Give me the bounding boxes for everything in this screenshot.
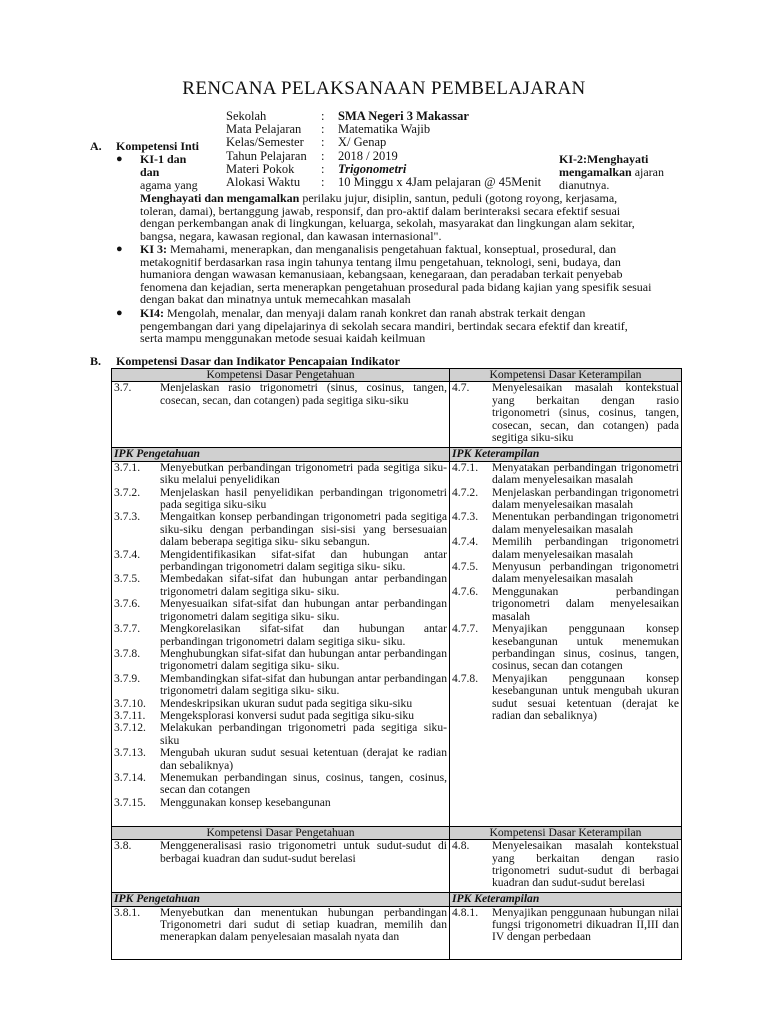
- kd-3-7-cell: 3.7. Menjelaskan rasio trigonometri (sinus, cosinus, tangen, cosecan, secan, dan cotangen) pada segitiga siku-siku: [112, 382, 450, 448]
- list-item: 3.7.14. Menemukan perbandingan sinus, cosinus, tangen, cosinus, secan dan cotangen: [114, 770, 447, 797]
- kd-3-8-cell: 3.8. Menggeneralisasi rasio trigonometri untuk sudut-sudut di berbagai kuadran dan sudut-sudut berelasi: [112, 840, 450, 893]
- list-item: 4.7.7. Menyajikan penggunaan konsep kesebangunan untuk menemukan perbandingan sinus, cosinus, tangen, cosinus, secan dan cotangen: [452, 622, 679, 673]
- info-label: Alokasi Waktu: [226, 175, 301, 189]
- ipk-4-7-cell: [450, 461, 682, 826]
- list-item: 4.7.2. Menjelaskan perbandingan trigonometri dalam menyelesaikan masalah: [452, 485, 679, 512]
- paragraph-line: pengembangan dari yang dipelajarinya di sekolah secara mandiri, bertindak secara efektif dan kreatif,: [140, 318, 628, 333]
- info-separator: :: [321, 122, 325, 137]
- ipk-keterampilan-header: IPK Keterampilan: [450, 893, 682, 906]
- paragraph-line: KI 3: Memahami, menerapkan, dan menganalisis pengetahuan faktual, konseptual, prosedural, dan: [140, 242, 617, 256]
- ki2-body: [140, 192, 681, 242]
- list-item: 3.7.9. Membandingkan sifat-sifat dan hubungan antar perbandingan trigonometri dalam segitiga siku- siku.: [114, 671, 447, 698]
- list-item: 4.7.6. Menggunakan perbandingan trigonometri dalam menyelesaikan masalah: [452, 584, 679, 623]
- paragraph-line: bangsa, negara, kawasan regional, dan kawasan internasional".: [140, 228, 442, 243]
- list-item: 4.7.8. Menyajikan penggunaan konsep kesebangunan untuk mengubah ukuran sudut sesuai ketentuan (derajat ke radian dan sebaliknya): [452, 671, 679, 722]
- ki2-line3: dianutnya.: [559, 178, 610, 192]
- page-title: RENCANA PELAKSANAAN PEMBELAJARAN: [182, 78, 586, 99]
- ipk-3-7-cell: [112, 461, 450, 826]
- paragraph-line: serta mampu menggunakan metode sesuai kaidah keilmuan: [140, 331, 426, 345]
- info-value: 2018 / 2019: [338, 148, 398, 163]
- info-separator: :: [321, 175, 325, 189]
- list-item: 4.7.4. Memilih perbandingan trigonometri dalam menyelesaikan masalah: [452, 535, 679, 561]
- info-value: 10 Minggu x 4Jam pelajaran @ 45Menit: [338, 175, 542, 189]
- paragraph-line: dengan bakat dan minatnya untuk memecahkan masalah: [140, 292, 411, 306]
- list-item: 3.7.2. Menjelaskan hasil penyelidikan perbandingan trigonometri pada segitiga siku-siku: [114, 485, 447, 512]
- section-a-title: Kompetensi Inti: [116, 139, 200, 153]
- info-separator: :: [321, 109, 325, 123]
- info-label: Mata Pelajaran: [226, 122, 302, 137]
- list-item: 3.7.11. Mengeksplorasi konversi sudut pada segitiga siku-siku: [114, 708, 415, 722]
- ki1-dan: dan: [140, 165, 160, 179]
- header-kd-keterampilan: Kompetensi Dasar Keterampilan: [450, 826, 682, 839]
- list-item: 3.7.3. Mengaitkan konsep perbandingan trigonometri pada segitiga siku-siku dengan perbandingan sisi-sisi yang bersesuaian dalam beberapa segitiga siku- siku sebangun.: [114, 510, 447, 549]
- list-item: 4.7.3. Menentukan perbandingan trigonometri dalam menyelesaikan masalah: [452, 510, 679, 536]
- ki4-body: [140, 307, 681, 345]
- bullet-icon: ●: [116, 153, 123, 165]
- table-row: [112, 840, 682, 893]
- ki3-body: [140, 243, 681, 306]
- table-header-row: [112, 826, 682, 839]
- header-kd-keterampilan: Kompetensi Dasar Keterampilan: [450, 369, 682, 382]
- header-kd-pengetahuan: Kompetensi Dasar Pengetahuan: [112, 826, 450, 839]
- paragraph-line: dengan perkembangan anak di lingkungan, keluarga, sekolah, masyarakat dan lingkungan alam sekitar,: [140, 216, 635, 230]
- info-value: SMA Negeri 3 Makassar: [338, 109, 469, 123]
- paragraph-line: fenomena dan kejadian, serta menerapkan pengetahuan prosedural pada bidang kajian yang spesifik sesuai: [140, 279, 652, 294]
- paragraph-line: humaniora dengan wawasan kemanusiaan, kebangsaan, kenegaraan, dan peradaban terkait penyebab: [140, 267, 623, 281]
- info-label: Sekolah: [226, 109, 267, 123]
- ipk-pengetahuan-header: IPK Pengetahuan: [112, 893, 450, 906]
- table-row: [112, 906, 682, 959]
- paragraph-line: Menghayati dan mengamalkan perilaku jujur, disiplin, santun, peduli (gotong royong, kerjasama,: [140, 191, 618, 205]
- info-value: Trigonometri: [338, 161, 407, 176]
- ki1-text: agama yang: [140, 178, 198, 192]
- competency-table: [111, 368, 682, 960]
- info-label: Kelas/Semester: [226, 135, 304, 150]
- section-a-letter: A.: [90, 139, 102, 153]
- kd-4-7-cell: 4.7. Menyelesaikan masalah kontekstual yang berkaitan dengan rasio trigonometri (sinus, cosinus, tangen, cosecan, secan, dan cotangen) pada segitiga siku-siku: [450, 382, 682, 448]
- list-item: 3.7.8. Menghubungkan sifat-sifat dan hubungan antar perbandingan trigonometri dalam segitiga siku- siku.: [114, 646, 447, 673]
- list-item: 3.7.1. Menyebutkan perbandingan trigonometri pada segitiga siku-siku melalui penyelidikan: [114, 460, 447, 487]
- ki2-line2: mengamalkan ajaran: [559, 165, 664, 179]
- list-item: 4.7.1. Menyatakan perbandingan trigonometri dalam menyelesaikan masalah: [452, 460, 679, 487]
- info-separator: :: [321, 135, 325, 150]
- list-item: 3.7.6. Menyesuaikan sifat-sifat dan hubungan antar perbandingan trigonometri dalam segitiga siku- siku.: [114, 597, 447, 623]
- info-separator: :: [321, 148, 325, 163]
- list-item: 3.7.10. Mendeskripsikan ukuran sudut pada segitiga siku-siku: [114, 696, 413, 710]
- ipk-header-row: [112, 448, 682, 461]
- ki1-label: KI-1 dan: [140, 152, 187, 166]
- info-separator: :: [321, 161, 325, 176]
- paragraph-line: metakognitif berdasarkan rasa ingin tahunya tentang ilmu pengetahuan, teknologi, seni, budaya, dan: [140, 254, 621, 269]
- list-item: 3.7.15. Menggunakan konsep kesebangunan: [114, 795, 331, 809]
- list-item: 4.7.5. Menyusun perbandingan trigonometri dalam menyelesaikan masalah: [452, 560, 679, 586]
- bullet-icon: ●: [116, 243, 123, 255]
- list-item: 3.7.7. Mengkorelasikan sifat-sifat dan hubungan antar perbandingan trigonometri dalam segitiga siku- siku.: [114, 622, 447, 648]
- ipk-pengetahuan-header: IPK Pengetahuan: [112, 448, 450, 461]
- list-item: 3.7.5. Membedakan sifat-sifat dan hubungan antar perbandingan trigonometri dalam segitiga siku- siku.: [114, 572, 447, 598]
- section-b-title: Kompetensi Dasar dan Indikator Pencapaian Indikator: [116, 354, 400, 368]
- ipk-header-row: [112, 893, 682, 906]
- kd-4-8-cell: 4.8. Menyelesaikan masalah kontekstual yang berkaitan dengan rasio trigonometri sudut-sudut di berbagai kuadran dan sudut-sudut berelasi: [450, 840, 682, 893]
- paragraph-line: KI4: Mengolah, menalar, dan menyaji dalam ranah konkret dan ranah abstrak terkait dengan: [140, 306, 586, 320]
- ki2-label: KI-2:Menghayati: [559, 152, 649, 166]
- list-item: 3.7.4. Mengidentifikasikan sifat-sifat dan hubungan antar perbandingan trigonometri dalam segitiga siku- siku.: [114, 547, 447, 574]
- ipk-3-8-cell: 3.8.1. Menyebutkan dan menentukan hubungan perbandingan Trigonometri dari sudut di setiap kuadran, memilih dan menerapkan dalam penyelesaian masalah nyata dan: [112, 906, 450, 959]
- section-b-letter: B.: [90, 354, 102, 368]
- bullet-icon: ●: [116, 307, 123, 319]
- info-value: X/ Genap: [338, 135, 387, 150]
- header-kd-pengetahuan: Kompetensi Dasar Pengetahuan: [112, 369, 450, 382]
- paragraph-line: toleran, damai), bertanggung jawab, responsif, dan pro-aktif dalam berinteraksi secara efektif sesuai: [140, 203, 621, 218]
- ipk-4-8-cell: 4.8.1. Menyajikan penggunaan hubungan nilai fungsi trigonometri dikuadran II,III dan IV dengan perbedaan: [450, 906, 682, 959]
- table-header-row: [112, 369, 682, 382]
- ipk-keterampilan-header: IPK Keterampilan: [450, 448, 682, 461]
- list-item: 3.7.12. Melakukan perbandingan trigonometri pada segitiga siku-siku: [114, 721, 447, 747]
- table-row: [112, 382, 682, 448]
- list-item: 3.7.13. Mengubah ukuran sudut sesuai ketentuan (derajat ke radian dan sebaliknya): [114, 746, 447, 772]
- info-value: Matematika Wajib: [338, 122, 431, 137]
- table-row: [112, 461, 682, 826]
- info-label: Tahun Pelajaran: [226, 148, 307, 163]
- info-label: Materi Pokok: [226, 161, 295, 176]
